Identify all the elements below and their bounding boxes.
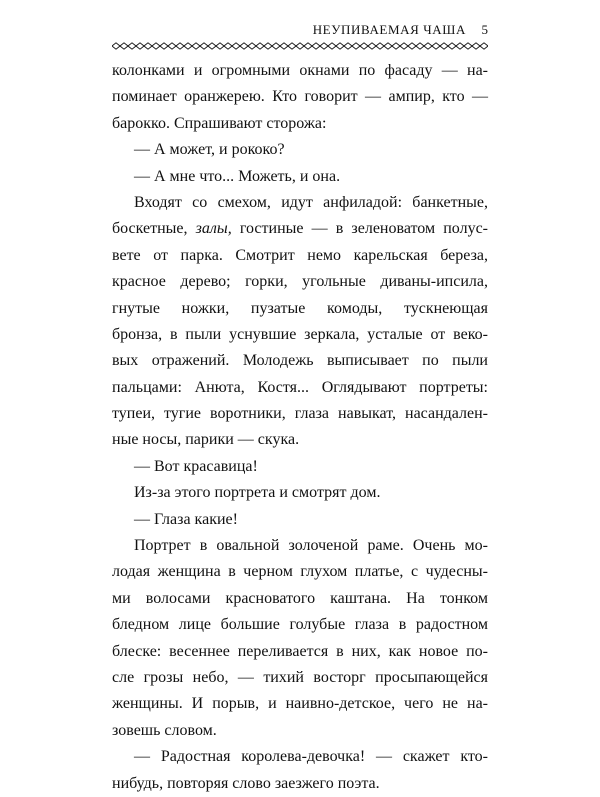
italic-word: залы,: [195, 220, 232, 238]
dialogue-line: — А мне что... Можеть, и она.: [134, 167, 341, 185]
text-line: сле грозы небо, — тихий восторг просыпающейся: [112, 668, 488, 686]
text-line: ми волосами красноватого каштана. На тонком: [112, 589, 488, 607]
running-title: НЕУПИВАЕМАЯ ЧАША: [312, 22, 466, 37]
text-line: Из-за этого портрета и смотрят дом.: [134, 484, 381, 502]
text-line: бронза, в пыли уснувшие зеркала, усталые от веко-: [112, 325, 488, 343]
text-line: ные носы, парики — скука.: [112, 431, 300, 449]
text-line: женщины. И порыв, и наивно-детское, чего не на-: [112, 695, 488, 713]
text-line: барокко. Спрашивают сторожа:: [112, 114, 327, 132]
running-header: [112, 22, 488, 44]
ornamental-rule: [112, 42, 488, 50]
text-line: вых отражений. Молодежь выписывает по пыли: [112, 352, 488, 370]
text-line: поминает оранжерею. Кто говорит — ампир, кто —: [112, 88, 488, 106]
text-line: колонками и огромными окнами по фасаду — на-: [112, 62, 488, 79]
text-line: [112, 216, 488, 242]
text-line: блеске: весеннее переливается в них, как новое по-: [112, 642, 488, 660]
text-line: красное дерево; горки, угольные диваны-ипсила,: [112, 273, 488, 291]
text-fragment: боскетные,: [112, 220, 188, 238]
dialogue-line: — Радостная королева-девочка! — скажет кто-: [134, 748, 488, 766]
dialogue-line: — А может, и рококо?: [134, 141, 285, 159]
dialogue-line: — Глаза какие!: [134, 510, 238, 528]
text-line: Входят со смехом, идут анфиладой: банкетные,: [134, 193, 488, 211]
text-line: тупеи, тугие воротники, глаза навыкат, насандален-: [112, 405, 488, 423]
text-line: нибудь, повторяя слово заезжего поэта.: [112, 774, 380, 792]
text-line: зовешь словом.: [112, 721, 217, 739]
text-line: лодая женщина в черном глухом платье, с чудесны-: [112, 563, 488, 581]
text-line: пальцами: Анюта, Костя... Оглядывают портреты:: [112, 378, 488, 396]
page-body: [112, 58, 488, 797]
text-line: вете от парка. Смотрит немо карельская береза,: [112, 246, 488, 264]
text-line: Портрет в овальной золоченой раме. Очень мо-: [134, 537, 488, 555]
text-line: гнутые ножки, пузатые комоды, тускнеющая: [112, 299, 488, 317]
dialogue-line: — Вот красавица!: [134, 457, 258, 475]
text-fragment: гостиные — в зеленоватом полус-: [239, 220, 488, 238]
text-line: бледном лице большие голубые глаза в радостном: [112, 616, 488, 634]
page-number: 5: [481, 22, 488, 37]
